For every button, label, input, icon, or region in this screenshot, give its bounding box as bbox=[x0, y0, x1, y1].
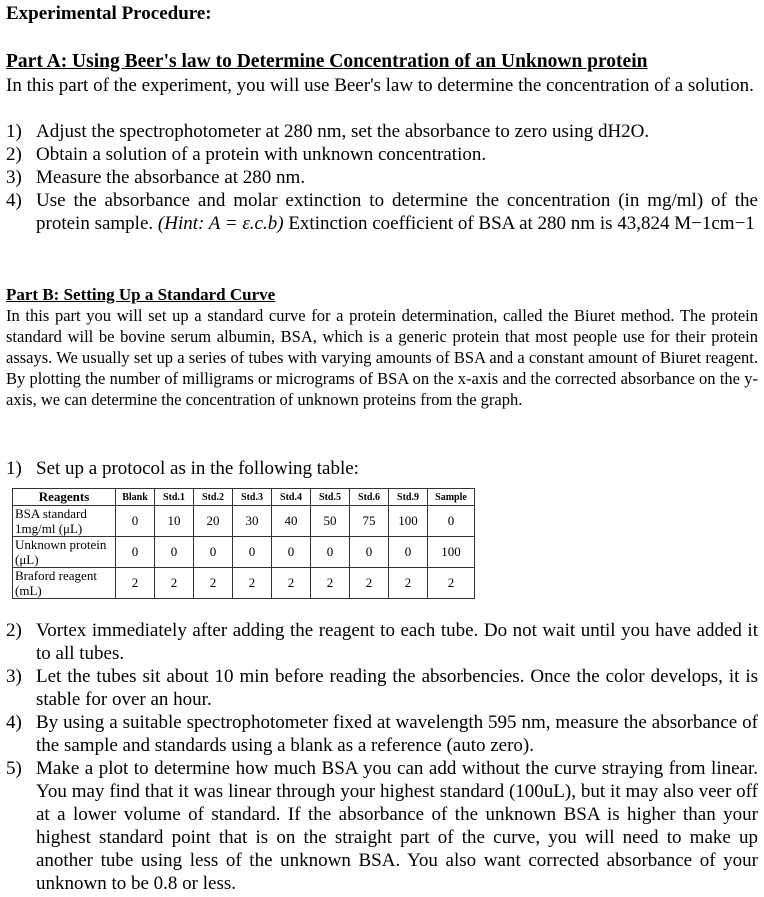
page-title: Experimental Procedure: bbox=[6, 3, 212, 24]
column-header: Std.6 bbox=[350, 489, 389, 506]
part-a-heading: Part A: Using Beer's law to Determine Concentration of an Unknown protein bbox=[6, 51, 648, 72]
step-number: 1) bbox=[6, 458, 22, 479]
step-number: 2) bbox=[6, 144, 22, 165]
column-header: Std.3 bbox=[233, 489, 272, 506]
step-text: Set up a protocol as in the following table: bbox=[36, 458, 359, 479]
table-cell: 2 bbox=[272, 568, 311, 599]
table-cell: 2 bbox=[350, 568, 389, 599]
table-cell: 0 bbox=[350, 537, 389, 568]
list-item bbox=[6, 166, 758, 189]
table-cell: 2 bbox=[311, 568, 350, 599]
table-cell: 100 bbox=[389, 506, 428, 537]
step-text: Measure the absorbance at 280 nm. bbox=[36, 167, 306, 188]
list-item bbox=[6, 189, 758, 235]
step-number: 5) bbox=[6, 758, 22, 779]
step-number: 4) bbox=[6, 712, 22, 733]
part-a-steps bbox=[6, 120, 758, 235]
table-cell: 0 bbox=[311, 537, 350, 568]
list-item bbox=[6, 757, 758, 895]
table-row bbox=[13, 537, 475, 568]
table-cell: 100 bbox=[428, 537, 475, 568]
table-cell: 0 bbox=[155, 537, 194, 568]
column-header: Blank bbox=[116, 489, 155, 506]
row-label: BSA standard 1mg/ml (μL) bbox=[13, 506, 116, 537]
column-header: Std.2 bbox=[194, 489, 233, 506]
step-number: 1) bbox=[6, 121, 22, 142]
step-text: Obtain a solution of a protein with unknown concentration. bbox=[36, 144, 487, 165]
hint-text: (Hint: A = ε.c.b) bbox=[157, 213, 284, 234]
list-item bbox=[6, 120, 758, 143]
step-text: By using a suitable spectrophotometer fixed at wavelength 595 nm, measure the absorbance of the sample and standards using a blank as a reference (auto zero). bbox=[36, 712, 758, 756]
list-item bbox=[6, 619, 758, 665]
row-label: Braford reagent (mL) bbox=[13, 568, 116, 599]
table-row bbox=[13, 506, 475, 537]
list-item bbox=[6, 457, 758, 480]
part-b-step-1 bbox=[6, 457, 758, 480]
column-header: Std.1 bbox=[155, 489, 194, 506]
step-text-a: Use the absorbance and molar extinction to determine the concentration (in mg/ml) of the protein sample. bbox=[36, 190, 758, 234]
table-cell: 0 bbox=[389, 537, 428, 568]
column-header: Std.9 bbox=[389, 489, 428, 506]
step-text-b: Extinction coefficient of BSA at 280 nm is 43,824 M−1cm−1 bbox=[283, 213, 755, 234]
table-cell: 0 bbox=[116, 506, 155, 537]
list-item bbox=[6, 143, 758, 166]
column-header: Sample bbox=[428, 489, 475, 506]
part-b-heading: Part B: Setting Up a Standard Curve bbox=[6, 285, 276, 304]
table-cell: 0 bbox=[116, 537, 155, 568]
part-b-intro: In this part you will set up a standard curve for a protein determination, called the Biuret method. The protein standard will be bovine serum albumin, BSA, which is a generic protein that most people use for their protein assays. We usually set up a series of tubes with varying amounts of BSA and a constant amount of Biuret reagent. By plotting the number of milligrams or micrograms of BSA on the x-axis and the corrected absorbance on the y-axis, we can determine the concentration of unknown proteins from the graph. bbox=[6, 306, 758, 409]
table-cell: 2 bbox=[194, 568, 233, 599]
step-text: Make a plot to determine how much BSA you can add without the curve straying from linear. You may find that it was linear through your highest standard (100uL), but it may also veer off at a lower volume of standard. If the absorbance of the unknown BSA is higher than your highest standard point that is on the straight part of the curve, you will need to make up another tube using less of the unknown BSA. You also want corrected absorbance of your unknown to be 0.8 or less. bbox=[36, 758, 758, 894]
step-number: 4) bbox=[6, 190, 22, 211]
table-cell: 10 bbox=[155, 506, 194, 537]
column-header: Std.4 bbox=[272, 489, 311, 506]
table-row bbox=[13, 568, 475, 599]
column-header: Std.5 bbox=[311, 489, 350, 506]
step-text: Let the tubes sit about 10 min before reading the absorbencies. Once the color develops, it is stable for over an hour. bbox=[36, 666, 758, 710]
table-cell: 40 bbox=[272, 506, 311, 537]
table-header-row bbox=[13, 489, 475, 506]
table-cell: 0 bbox=[272, 537, 311, 568]
table-cell: 0 bbox=[233, 537, 272, 568]
step-text bbox=[36, 189, 758, 235]
row-label: Unknown protein (μL) bbox=[13, 537, 116, 568]
protocol-table bbox=[12, 488, 475, 599]
table-cell: 0 bbox=[428, 506, 475, 537]
list-item bbox=[6, 665, 758, 711]
step-text: Adjust the spectrophotometer at 280 nm, set the absorbance to zero using dH2O. bbox=[36, 121, 650, 142]
table-cell: 30 bbox=[233, 506, 272, 537]
table-cell: 20 bbox=[194, 506, 233, 537]
step-number: 2) bbox=[6, 620, 22, 641]
table-cell: 50 bbox=[311, 506, 350, 537]
table-cell: 2 bbox=[155, 568, 194, 599]
step-text: Vortex immediately after adding the reagent to each tube. Do not wait until you have added it to all tubes. bbox=[36, 620, 758, 664]
list-item bbox=[6, 711, 758, 757]
table-cell: 2 bbox=[116, 568, 155, 599]
part-b-steps bbox=[6, 619, 758, 895]
step-number: 3) bbox=[6, 167, 22, 188]
table-cell: 2 bbox=[389, 568, 428, 599]
table-cell: 2 bbox=[233, 568, 272, 599]
part-a-intro: In this part of the experiment, you will use Beer's law to determine the concentration of a solution. bbox=[6, 75, 754, 96]
step-number: 3) bbox=[6, 666, 22, 687]
table-cell: 75 bbox=[350, 506, 389, 537]
table-cell: 0 bbox=[194, 537, 233, 568]
table-cell: 2 bbox=[428, 568, 475, 599]
column-header: Reagents bbox=[13, 489, 116, 506]
